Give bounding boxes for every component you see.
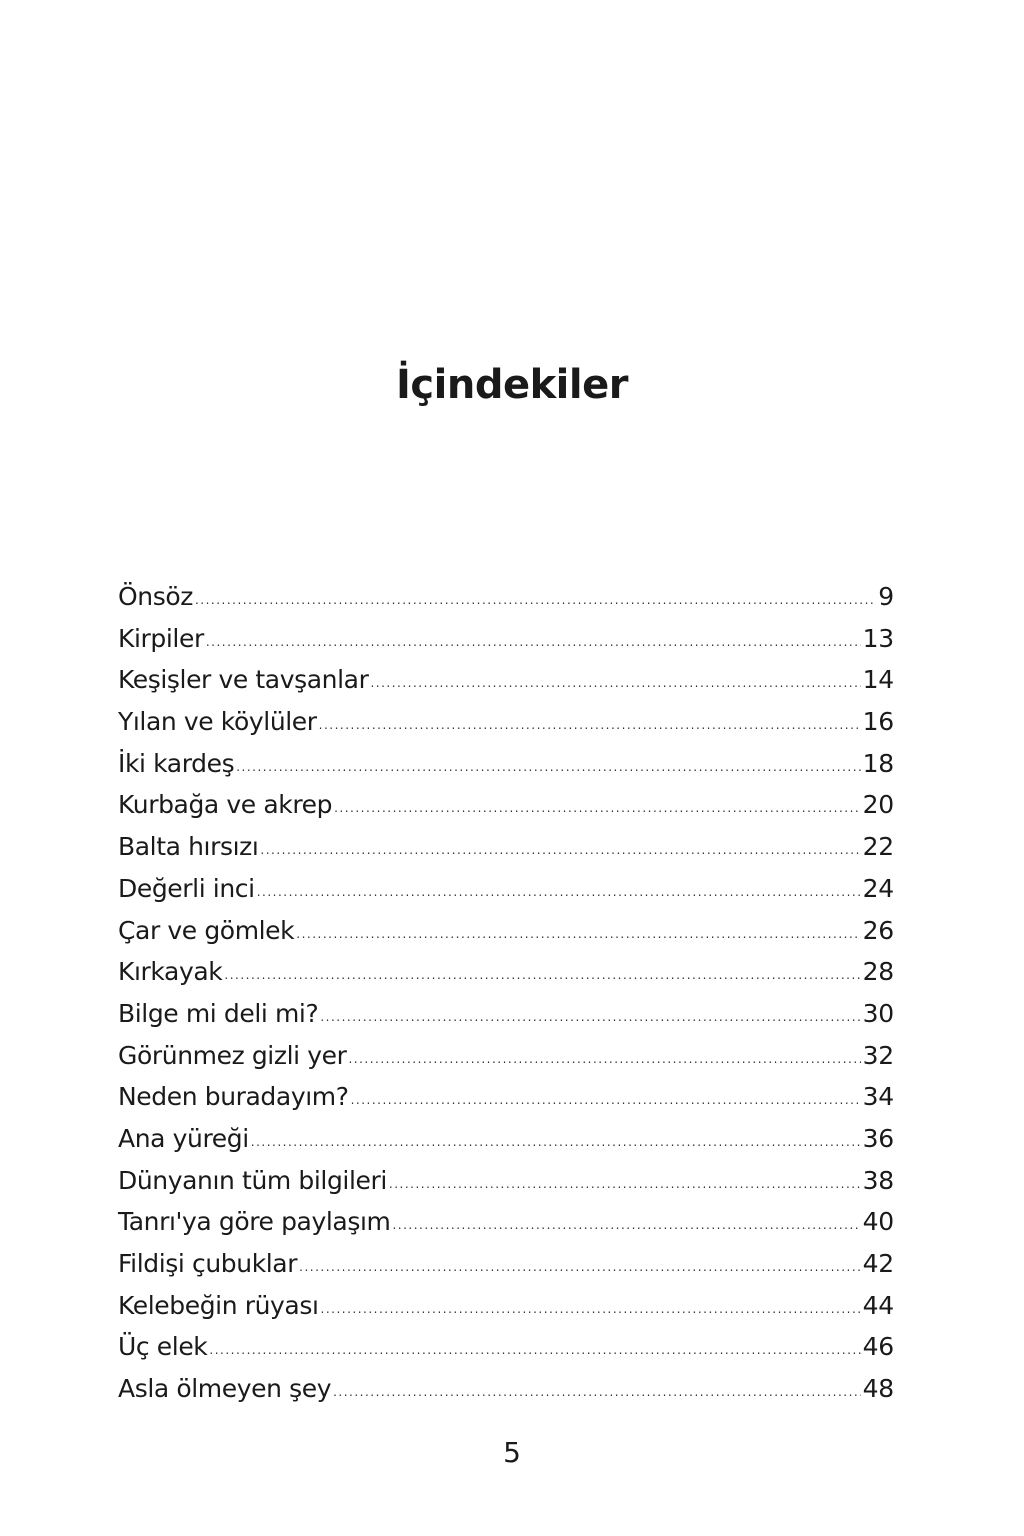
toc-entry-title: Asla ölmeyen şey: [118, 1374, 332, 1404]
dot-leader: [334, 788, 860, 830]
dot-leader: [348, 1039, 860, 1081]
dot-leader: [319, 705, 861, 747]
dot-leader: [251, 1122, 861, 1164]
page-number: 5: [503, 1436, 521, 1469]
dot-leader: [236, 747, 860, 789]
toc-entry[interactable]: [118, 1285, 894, 1327]
dot-leader: [351, 1080, 861, 1122]
toc-entry[interactable]: [118, 1326, 894, 1368]
toc-entry-title: Dünyanın tüm bilgileri: [118, 1165, 387, 1195]
toc-entry[interactable]: [118, 701, 894, 743]
dot-leader: [389, 1164, 861, 1206]
toc-entry[interactable]: [118, 784, 894, 826]
dot-leader: [206, 622, 861, 664]
toc-entry-title: Kırkayak: [118, 957, 223, 987]
dot-leader: [296, 914, 860, 956]
toc-entry-page: 22: [862, 832, 894, 862]
dot-leader: [321, 1289, 861, 1331]
toc-entry[interactable]: [118, 1076, 894, 1118]
toc-entry-title: Görünmez gizli yer: [118, 1040, 347, 1070]
page-title: İçindekiler: [396, 362, 628, 408]
toc-entry[interactable]: [118, 659, 894, 701]
toc-entry[interactable]: [118, 1368, 894, 1410]
toc-entry[interactable]: [118, 1118, 894, 1160]
toc-entry-page: 24: [862, 873, 894, 903]
toc-entry-page: 28: [862, 957, 894, 987]
table-of-contents: [118, 576, 894, 1410]
toc-entry[interactable]: [118, 576, 894, 618]
toc-entry-page: 30: [862, 998, 894, 1028]
dot-leader: [370, 663, 860, 705]
toc-entry-title: Neden buradayım?: [118, 1082, 349, 1112]
toc-entry-title: İki kardeş: [118, 748, 235, 778]
toc-entry-title: Üç elek: [118, 1332, 208, 1362]
toc-entry[interactable]: [118, 1243, 894, 1285]
toc-entry-page: 48: [862, 1374, 894, 1404]
toc-entry-page: 20: [862, 790, 894, 820]
toc-entry[interactable]: [118, 1035, 894, 1077]
toc-entry[interactable]: [118, 951, 894, 993]
toc-entry[interactable]: [118, 868, 894, 910]
toc-entry-page: 46: [862, 1332, 894, 1362]
toc-entry[interactable]: [118, 1160, 894, 1202]
dot-leader: [260, 830, 860, 872]
toc-entry-page: 16: [862, 707, 894, 737]
dot-leader: [299, 1247, 860, 1289]
toc-entry-title: Kelebeğin rüyası: [118, 1290, 319, 1320]
toc-entry-title: Kirpiler: [118, 623, 204, 653]
toc-entry-title: Ana yüreği: [118, 1123, 249, 1153]
dot-leader: [195, 580, 876, 622]
toc-entry-page: 42: [862, 1249, 894, 1278]
dot-leader: [209, 1330, 860, 1372]
toc-entry-title: Önsöz: [118, 582, 193, 611]
toc-entry-page: 38: [862, 1165, 894, 1195]
toc-entry-page: 18: [862, 748, 894, 778]
toc-entry[interactable]: [118, 993, 894, 1035]
toc-entry-title: Keşişler ve tavşanlar: [118, 665, 369, 695]
toc-entry[interactable]: [118, 826, 894, 868]
toc-entry-page: 44: [862, 1290, 894, 1320]
toc-entry-title: Fildişi çubuklar: [118, 1249, 298, 1278]
toc-entry-title: Yılan ve köylüler: [118, 707, 317, 737]
toc-entry[interactable]: [118, 743, 894, 785]
toc-entry-page: 40: [862, 1207, 894, 1237]
toc-entry-page: 34: [862, 1082, 894, 1112]
dot-leader: [257, 872, 861, 914]
toc-entry[interactable]: [118, 1201, 894, 1243]
toc-entry-page: 14: [862, 665, 894, 695]
toc-entry-page: 13: [862, 623, 894, 653]
toc-entry[interactable]: [118, 910, 894, 952]
toc-entry-page: 26: [862, 915, 894, 945]
toc-entry-title: Bilge mi deli mi?: [118, 998, 319, 1028]
toc-entry-title: Kurbağa ve akrep: [118, 790, 333, 820]
toc-entry-title: Tanrı'ya göre paylaşım: [118, 1207, 391, 1237]
dot-leader: [392, 1205, 860, 1247]
toc-entry-page: 9: [878, 582, 894, 611]
toc-entry-title: Balta hırsızı: [118, 832, 259, 862]
toc-entry-page: 32: [862, 1040, 894, 1070]
dot-leader: [224, 955, 860, 997]
toc-entry-title: Çar ve gömlek: [118, 915, 295, 945]
toc-entry-page: 36: [862, 1123, 894, 1153]
toc-entry[interactable]: [118, 618, 894, 660]
dot-leader: [320, 997, 860, 1039]
dot-leader: [333, 1372, 860, 1414]
toc-entry-title: Değerli inci: [118, 873, 255, 903]
